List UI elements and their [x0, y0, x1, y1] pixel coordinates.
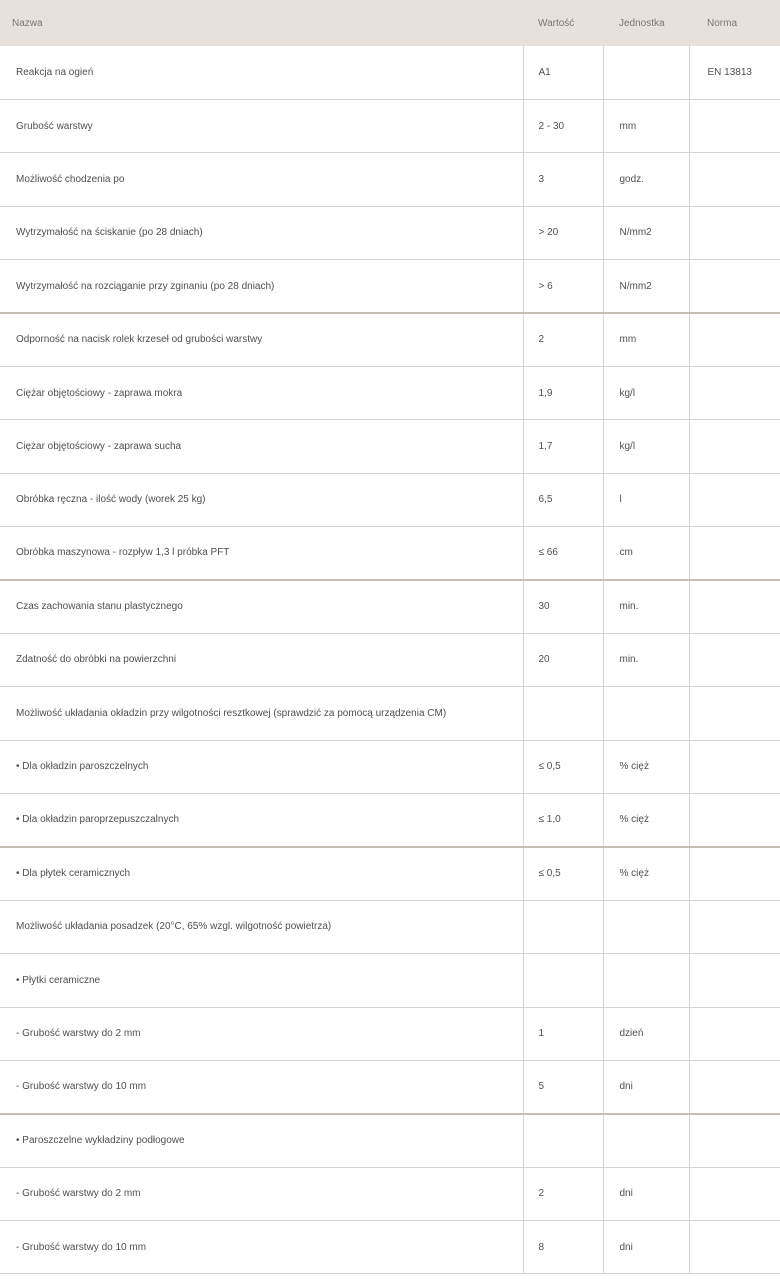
table-row — [0, 366, 780, 419]
row-value: A1 — [523, 46, 603, 99]
row-value: 1 — [523, 1007, 603, 1060]
row-value: 2 — [523, 313, 603, 366]
row-name: • Dla okładzin paroszczelnych — [0, 740, 523, 793]
row-norm — [689, 740, 780, 793]
row-name: Ciężar objętościowy - zaprawa sucha — [0, 420, 523, 473]
row-value: 5 — [523, 1060, 603, 1113]
row-name: Możliwość układania okładzin przy wilgotności resztkowej (sprawdzić za pomocą urządzenia CM) — [0, 687, 523, 740]
table-row — [0, 793, 780, 846]
table-row — [0, 99, 780, 152]
row-name: - Grubość warstwy do 10 mm — [0, 1221, 523, 1274]
row-name: Obróbka ręczna - ilość wody (worek 25 kg) — [0, 473, 523, 526]
row-value: ≤ 1,0 — [523, 793, 603, 846]
row-value: 2 — [523, 1167, 603, 1220]
row-value — [523, 900, 603, 953]
row-name: - Grubość warstwy do 2 mm — [0, 1167, 523, 1220]
table-row — [0, 1114, 780, 1167]
row-value: ≤ 0,5 — [523, 740, 603, 793]
row-unit: kg/l — [603, 420, 689, 473]
row-norm — [689, 1007, 780, 1060]
row-unit — [603, 1114, 689, 1167]
row-norm — [689, 366, 780, 419]
row-unit — [603, 687, 689, 740]
table-row — [0, 900, 780, 953]
header-unit: Jednostka — [619, 17, 665, 29]
row-value: > 6 — [523, 260, 603, 313]
row-unit: l — [603, 473, 689, 526]
table-row — [0, 1221, 780, 1274]
table-header — [0, 0, 780, 46]
row-value — [523, 1114, 603, 1167]
table-row — [0, 206, 780, 259]
row-name: - Grubość warstwy do 2 mm — [0, 1007, 523, 1060]
row-unit: dzień — [603, 1007, 689, 1060]
row-name: Możliwość chodzenia po — [0, 153, 523, 206]
row-norm — [689, 687, 780, 740]
table-row — [0, 420, 780, 473]
row-unit — [603, 954, 689, 1007]
row-norm — [689, 527, 780, 580]
row-name: Reakcja na ogień — [0, 46, 523, 99]
row-name: Czas zachowania stanu plastycznego — [0, 580, 523, 633]
row-value: 8 — [523, 1221, 603, 1274]
row-unit: dni — [603, 1060, 689, 1113]
table-row — [0, 740, 780, 793]
row-value: 1,7 — [523, 420, 603, 473]
table-row — [0, 153, 780, 206]
row-name: • Paroszczelne wykładziny podłogowe — [0, 1114, 523, 1167]
row-norm — [689, 313, 780, 366]
row-name: • Dla okładzin paroprzepuszczalnych — [0, 793, 523, 846]
row-value: 6,5 — [523, 473, 603, 526]
row-unit: min. — [603, 633, 689, 686]
row-norm — [689, 580, 780, 633]
row-unit: cm — [603, 527, 689, 580]
row-value: 3 — [523, 153, 603, 206]
row-norm — [689, 1167, 780, 1220]
row-norm — [689, 473, 780, 526]
table-row — [0, 46, 780, 99]
table-row — [0, 954, 780, 1007]
row-unit — [603, 900, 689, 953]
row-unit: godz. — [603, 153, 689, 206]
table-row — [0, 687, 780, 740]
row-norm — [689, 847, 780, 900]
row-unit: mm — [603, 99, 689, 152]
row-norm — [689, 420, 780, 473]
row-value: 2 - 30 — [523, 99, 603, 152]
row-norm — [689, 793, 780, 846]
row-norm — [689, 260, 780, 313]
row-unit: mm — [603, 313, 689, 366]
table-row — [0, 1007, 780, 1060]
row-norm — [689, 954, 780, 1007]
row-norm — [689, 99, 780, 152]
row-value: > 20 — [523, 206, 603, 259]
table-row — [0, 847, 780, 900]
row-norm — [689, 153, 780, 206]
row-value: 30 — [523, 580, 603, 633]
row-unit: dni — [603, 1167, 689, 1220]
row-unit: % cięż — [603, 740, 689, 793]
table-row — [0, 473, 780, 526]
row-unit: dni — [603, 1221, 689, 1274]
row-name: Ciężar objętościowy - zaprawa mokra — [0, 366, 523, 419]
row-name: • Płytki ceramiczne — [0, 954, 523, 1007]
row-value: ≤ 0,5 — [523, 847, 603, 900]
row-value: 20 — [523, 633, 603, 686]
table-row — [0, 527, 780, 580]
row-norm — [689, 206, 780, 259]
table-row — [0, 580, 780, 633]
row-unit: % cięż — [603, 847, 689, 900]
row-unit: kg/l — [603, 366, 689, 419]
header-norm: Norma — [707, 17, 738, 29]
header-value: Wartość — [538, 17, 575, 29]
table-row — [0, 313, 780, 366]
table-row — [0, 633, 780, 686]
table-row — [0, 1060, 780, 1113]
row-name: Grubość warstwy — [0, 99, 523, 152]
row-unit: N/mm2 — [603, 260, 689, 313]
row-unit: % cięż — [603, 793, 689, 846]
row-unit: N/mm2 — [603, 206, 689, 259]
row-name: • Dla płytek ceramicznych — [0, 847, 523, 900]
row-name: Obróbka maszynowa - rozpływ 1,3 l próbka PFT — [0, 527, 523, 580]
row-value — [523, 954, 603, 1007]
row-name: Wytrzymałość na rozciąganie przy zginaniu (po 28 dniach) — [0, 260, 523, 313]
row-norm — [689, 633, 780, 686]
row-norm: EN 13813 — [689, 46, 780, 99]
row-value: 1,9 — [523, 366, 603, 419]
row-name: Odporność na nacisk rolek krzeseł od grubości warstwy — [0, 313, 523, 366]
row-name: Możliwość układania posadzek (20°C, 65% wzgl. wilgotność powietrza) — [0, 900, 523, 953]
row-value — [523, 687, 603, 740]
row-value: ≤ 66 — [523, 527, 603, 580]
table-body — [0, 46, 780, 1274]
row-unit: min. — [603, 580, 689, 633]
row-norm — [689, 1221, 780, 1274]
header-name: Nazwa — [12, 17, 43, 29]
table-row — [0, 1167, 780, 1220]
row-name: Wytrzymałość na ściskanie (po 28 dniach) — [0, 206, 523, 259]
table-row — [0, 260, 780, 313]
header-row — [0, 0, 780, 46]
row-unit — [603, 46, 689, 99]
row-name: - Grubość warstwy do 10 mm — [0, 1060, 523, 1113]
row-norm — [689, 900, 780, 953]
row-name: Zdatność do obróbki na powierzchni — [0, 633, 523, 686]
row-norm — [689, 1060, 780, 1113]
row-norm — [689, 1114, 780, 1167]
